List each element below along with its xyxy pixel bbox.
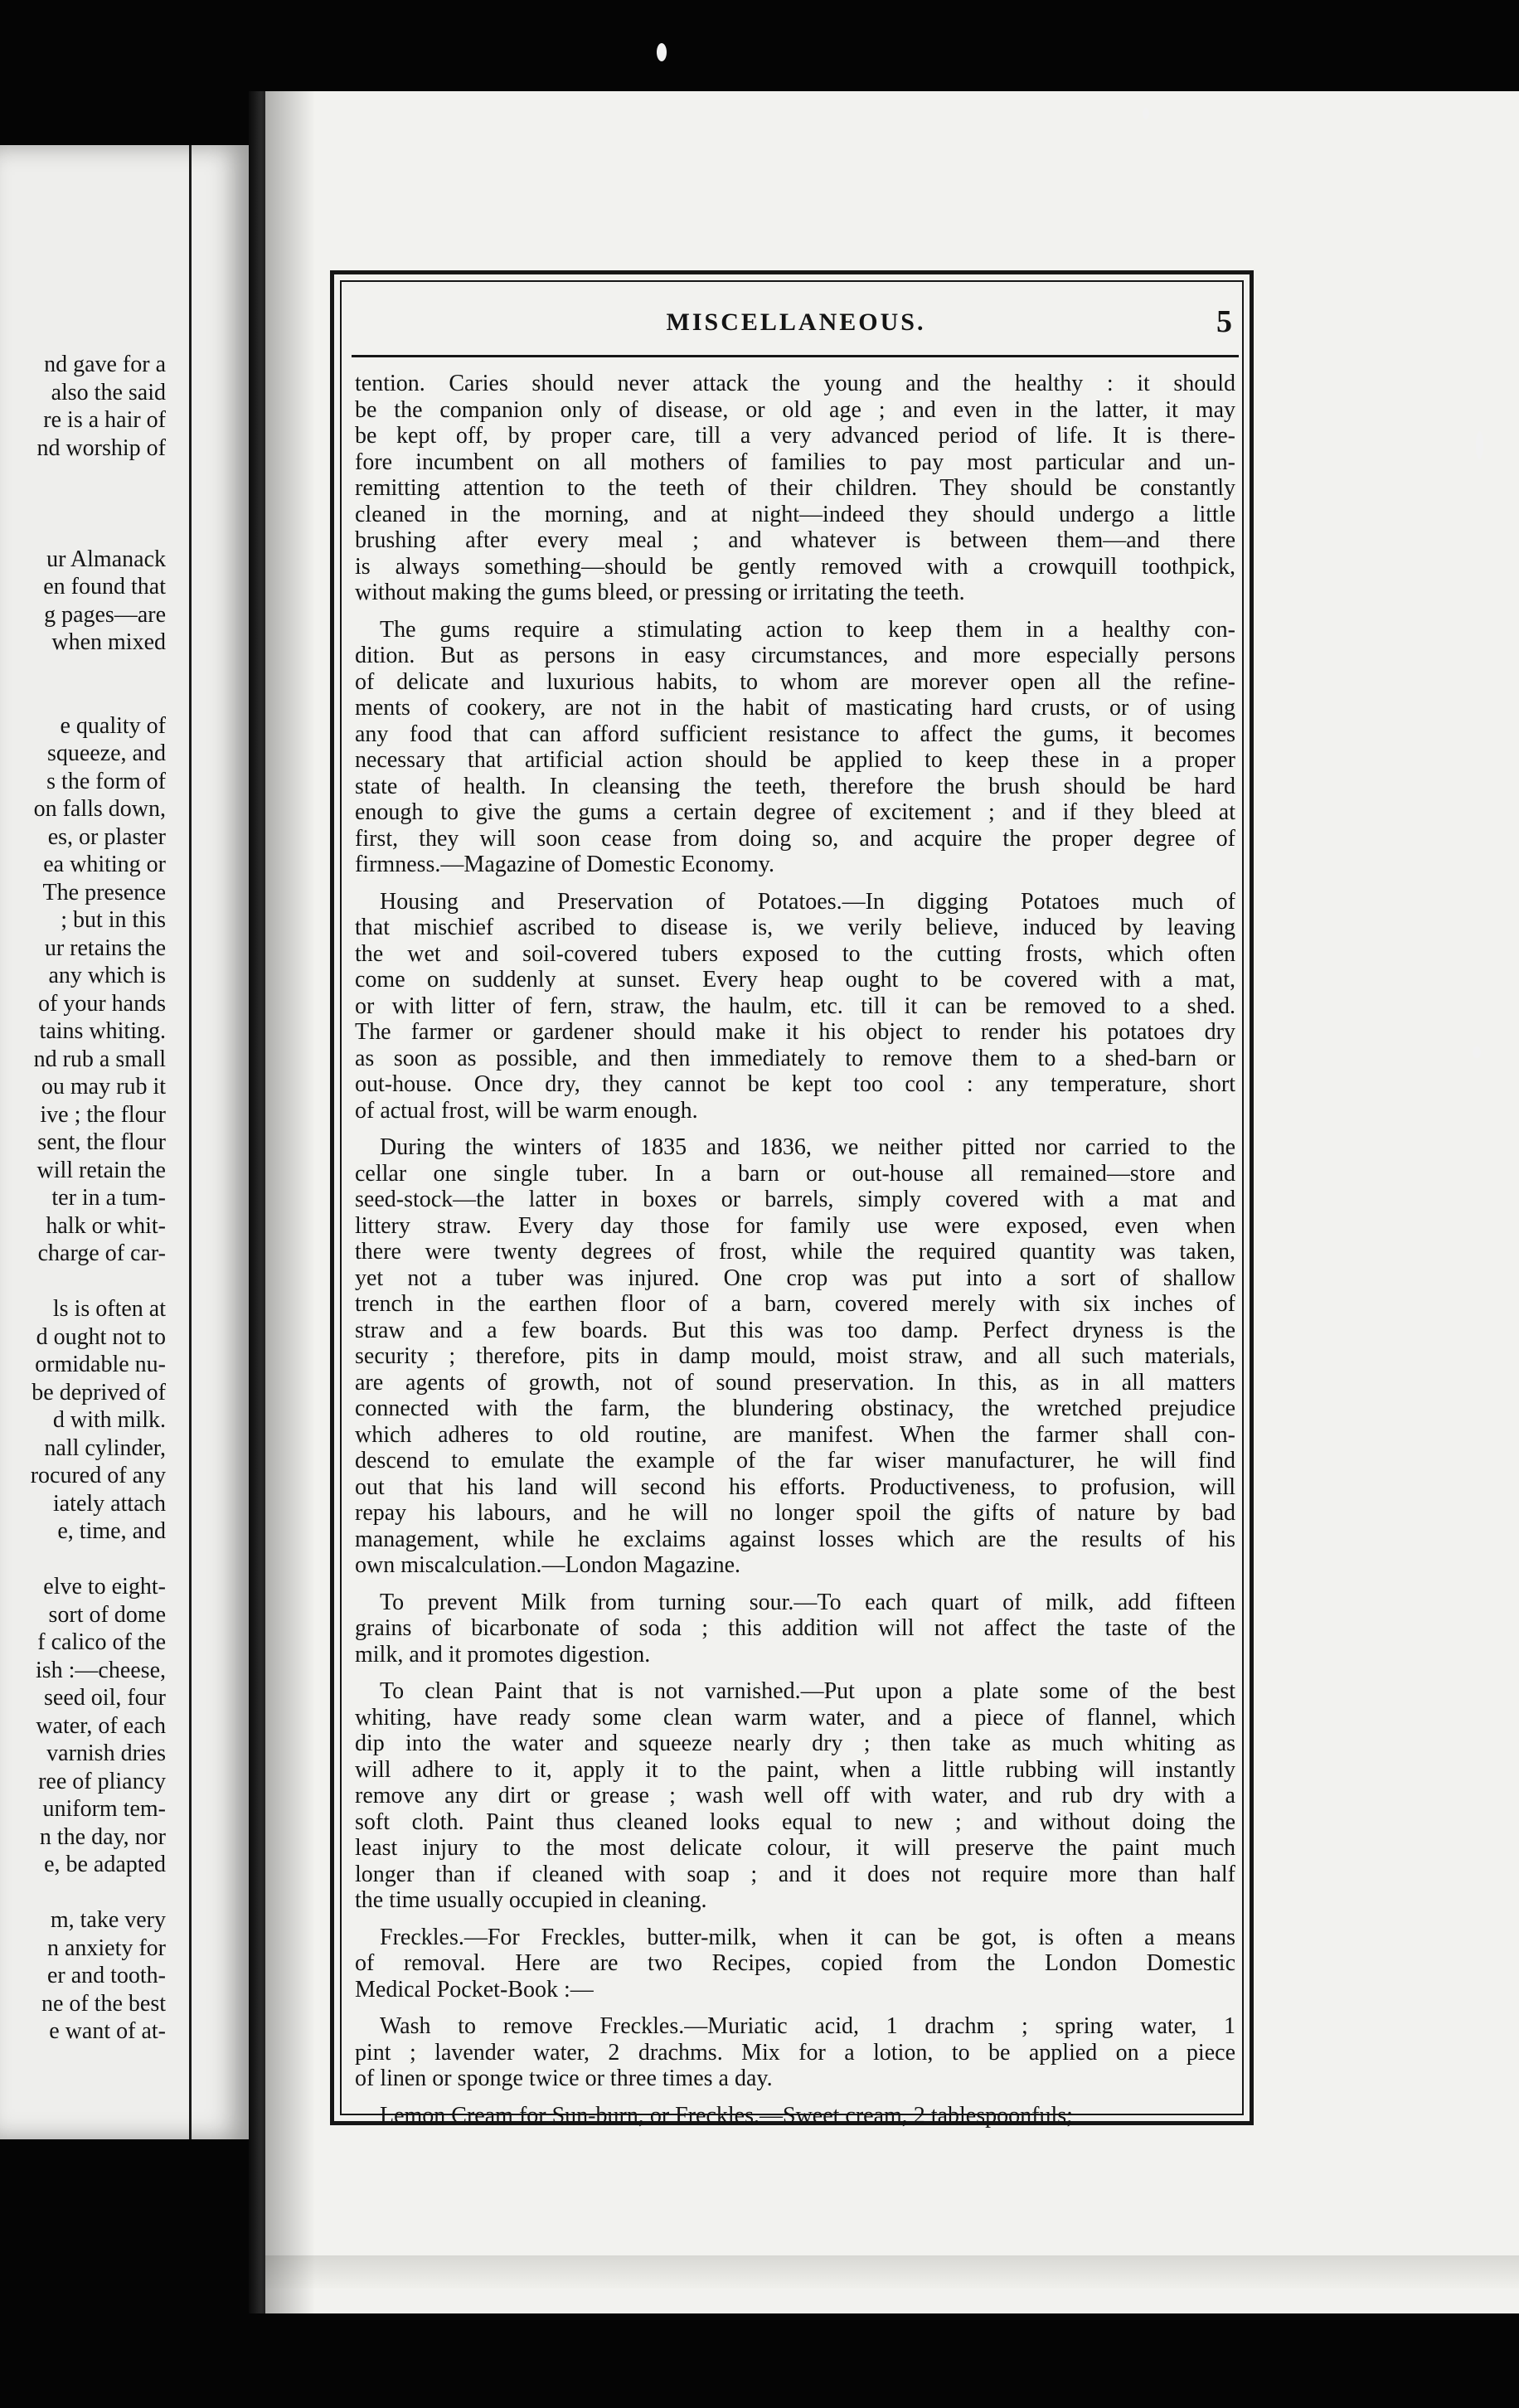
text-line: grains of bicarbonate of soda ; this addition will not affect the taste of the xyxy=(355,1615,1235,1641)
facing-page-line: seed oil, four xyxy=(44,1685,166,1711)
text-line: enough to give the gums a certain degree of excitement ; and if they bleed at xyxy=(355,799,1235,825)
text-line: be the companion only of disease, or old age ; and even in the latter, it may xyxy=(355,396,1235,423)
text-line: dip into the water and squeeze nearly dry ; then take as much whiting as xyxy=(355,1731,1235,1756)
text-line: yet not a tuber was injured. One crop was put into a sort of shallow xyxy=(355,1265,1235,1291)
article-body xyxy=(355,371,1235,2129)
text-line: remove any dirt or grease ; wash well off with water, and rub dry with a xyxy=(355,1783,1235,1808)
facing-page-line: sort of dome xyxy=(48,1601,166,1628)
facing-page-line: nd worship of xyxy=(36,435,166,461)
text-line: straw and a few boards. But this was too damp. Perfect dryness is the xyxy=(355,1317,1235,1343)
paragraph xyxy=(355,371,1235,606)
text-line: firmness.—Magazine of Domestic Economy. xyxy=(355,852,774,877)
facing-page-line: d ought not to xyxy=(36,1323,166,1350)
text-line: there were twenty degrees of frost, while the required quantity was taken, xyxy=(355,1239,1235,1265)
facing-page-line: ur Almanack xyxy=(46,546,166,572)
facing-page-line: er and tooth- xyxy=(46,1963,166,1988)
text-line: pint ; lavender water, 2 drachms. Mix for a lotion, to be applied on a piece xyxy=(355,2039,1235,2066)
facing-page-line: ive ; the flour xyxy=(40,1101,166,1128)
facing-page-line: uniform tem- xyxy=(42,1796,166,1822)
facing-page-line: d with milk. xyxy=(52,1407,166,1433)
text-line: Freckles.—For Freckles, butter-milk, when it can be got, is often a means xyxy=(380,1924,1235,1950)
facing-page-line xyxy=(0,1268,166,1296)
facing-page-line: e quality of xyxy=(60,712,166,739)
paragraph-gap xyxy=(355,2092,1235,2103)
facing-page-line: ish :—cheese, xyxy=(35,1657,166,1683)
text-line: of removal. Here are two Recipes, copied from the London Domestic xyxy=(355,1950,1235,1976)
facing-page-line: tains whiting. xyxy=(39,1018,166,1044)
facing-page-line: ou may rub it xyxy=(41,1074,166,1100)
facing-page-line: will retain the xyxy=(36,1157,166,1183)
text-line: come on suddenly at sunset. Every heap ought to be covered with a mat, xyxy=(355,967,1235,993)
facing-page-line xyxy=(0,517,166,546)
facing-page-line: charge of car- xyxy=(37,1240,166,1266)
paragraph xyxy=(355,889,1235,1124)
text-line: out that his land will second his efforts. Productiveness, to profusion, will xyxy=(355,1473,1235,1500)
text-line: will adhere to it, apply it to the paint, when a little rubbing will instantly xyxy=(355,1756,1235,1783)
text-line: Wash to remove Freckles.—Muriatic acid, 1 drachm ; spring water, 1 xyxy=(380,2013,1235,2039)
text-line: dition. But as persons in easy circumstances, and more especially persons xyxy=(355,643,1235,668)
text-line: state of health. In cleansing the teeth, therefore the brush should be hard xyxy=(355,773,1235,799)
text-line: cleaned in the morning, and at night—indeed they should undergo a little xyxy=(355,501,1235,527)
text-line: soft cloth. Paint thus cleaned looks equal to new ; and without doing the xyxy=(355,1808,1235,1835)
page-bottom-edge xyxy=(265,2255,1519,2289)
text-line: The gums require a stimulating action to keep them in a healthy con- xyxy=(380,616,1235,643)
paragraph-gap xyxy=(355,1668,1235,1678)
text-line: brushing after every meal ; and whatever is between them—and there xyxy=(355,527,1235,553)
text-line: fore incumbent on all mothers of families to pay most particular and un- xyxy=(355,449,1235,475)
facing-page-line: ls is often at xyxy=(52,1296,166,1322)
text-line: or with litter of fern, straw, the haulm, etc. till it can be removed to a shed. xyxy=(355,993,1235,1019)
text-line: cellar one single tuber. In a barn or out-house all remained—store and xyxy=(355,1160,1235,1187)
text-line: be kept off, by proper care, till a very advanced period of life. It is there- xyxy=(355,423,1235,449)
facing-page-line: ea whiting or xyxy=(43,852,166,877)
paragraph xyxy=(355,1590,1235,1668)
text-line: The farmer or gardener should make it his object to render his potatoes dry xyxy=(355,1019,1235,1045)
facing-page-line xyxy=(0,462,166,490)
text-line: of delicate and luxurious habits, to whom are morever open all the refine- xyxy=(355,668,1235,695)
facing-page-line: ree of pliancy xyxy=(38,1768,166,1794)
facing-page xyxy=(0,145,249,2139)
text-line: is always something—should be gently removed with a crowquill toothpick, xyxy=(355,553,1235,580)
text-line: the time usually occupied in cleaning. xyxy=(355,1887,707,1913)
facing-page-text xyxy=(0,351,166,2046)
paragraph-gap xyxy=(355,2003,1235,2013)
text-line: To clean Paint that is not varnished.—Put upon a plate some of the best xyxy=(380,1678,1235,1704)
paragraph xyxy=(355,1678,1235,1914)
paragraph xyxy=(355,1134,1235,1579)
facing-page-line: any which is xyxy=(48,963,166,988)
text-line: the wet and soil-covered tubers exposed to the cutting frosts, which often xyxy=(355,940,1235,967)
facing-page-line: ter in a tum- xyxy=(51,1185,166,1211)
running-title: MISCELLANEOUS. xyxy=(666,308,926,336)
facing-page-line: ormidable nu- xyxy=(35,1352,166,1377)
facing-page-line: varnish dries xyxy=(46,1740,166,1766)
facing-page-line: elve to eight- xyxy=(43,1574,166,1600)
text-line: which adheres to old routine, are manifest. When the farmer shall con- xyxy=(355,1421,1235,1448)
text-line: Housing and Preservation of Potatoes.—In digging Potatoes much of xyxy=(380,888,1235,915)
facing-page-line: e, be adapted xyxy=(44,1852,166,1877)
facing-page-line: ur retains the xyxy=(44,935,166,961)
text-line: own miscalculation.—London Magazine. xyxy=(355,1552,740,1578)
paragraph-gap xyxy=(355,1579,1235,1590)
text-line: are agents of growth, not of sound preservation. In this, as in all matters xyxy=(355,1369,1235,1396)
text-line: of actual frost, will be warm enough. xyxy=(355,1097,698,1124)
paragraph-gap xyxy=(355,606,1235,617)
facing-page-border xyxy=(189,145,192,2139)
facing-page-line: g pages—are xyxy=(44,601,166,628)
facing-page-line: be deprived of xyxy=(32,1379,166,1405)
facing-page-line: iately attach xyxy=(52,1490,166,1517)
text-line: without making the gums bleed, or pressing or irritating the teeth. xyxy=(355,580,965,605)
text-line: remitting attention to the teeth of their children. They should be constantly xyxy=(355,475,1235,501)
facing-page-line: on falls down, xyxy=(33,796,166,822)
paragraph-gap xyxy=(355,1124,1235,1134)
text-line: descend to emulate the example of the far wiser manufacturer, he will find xyxy=(355,1448,1235,1473)
paragraph xyxy=(355,617,1235,878)
text-line: as soon as possible, and then immediately to remove them to a shed-barn or xyxy=(355,1045,1235,1071)
facing-page-line: nd rub a small xyxy=(33,1046,166,1072)
film-speck xyxy=(657,43,667,61)
facing-page-line: re is a hair of xyxy=(43,407,166,433)
facing-page-line: also the said xyxy=(51,379,166,405)
text-line: Lemon Cream for Sun-burn, or Freckles.—Sweet cream, 2 tablespoonfuls; xyxy=(380,2102,1073,2129)
facing-page-line: en found that xyxy=(43,574,166,600)
film-speck xyxy=(1143,108,1149,119)
paragraph xyxy=(355,2013,1235,2092)
facing-page-line xyxy=(0,657,166,685)
facing-page-line: e want of at- xyxy=(49,2018,166,2044)
text-line: Medical Pocket-Book :— xyxy=(355,1976,594,2003)
page-header xyxy=(357,299,1235,348)
header-rule xyxy=(352,355,1239,357)
facing-page-line: halk or whit- xyxy=(46,1212,166,1239)
text-line: During the winters of 1835 and 1836, we neither pitted nor carried to the xyxy=(380,1134,1235,1160)
text-line: littery straw. Every day those for family use were exposed, even when xyxy=(355,1212,1235,1239)
text-line: that mischief ascribed to disease is, we verily believe, induced by leaving xyxy=(355,915,1235,940)
facing-page-line: es, or plaster xyxy=(47,823,166,850)
facing-page-line: when mixed xyxy=(51,629,166,655)
facing-page-line: f calico of the xyxy=(37,1629,166,1655)
text-line: tention. Caries should never attack the young and the healthy : it should xyxy=(355,371,1235,396)
text-line: any food that can afford sufficient resistance to affect the gums, it becomes xyxy=(355,721,1235,747)
text-line: trench in the earthen floor of a barn, covered merely with six inches of xyxy=(355,1291,1235,1317)
text-line: management, while he exclaims against losses which are the results of his xyxy=(355,1526,1235,1552)
facing-page-line: nall cylinder, xyxy=(44,1435,166,1461)
facing-page-line: s the form of xyxy=(46,768,166,794)
text-line: repay his labours, and he will no longer spoil the gifts of nature by bad xyxy=(355,1500,1235,1526)
facing-page-line: m, take very xyxy=(50,1907,166,1933)
text-line: connected with the farm, the blundering obstinacy, the wretched prejudice xyxy=(355,1396,1235,1421)
text-line: least injury to the most delicate colour, it will preserve the paint much xyxy=(355,1835,1235,1861)
text-line: whiting, have ready some clean warm water, and a piece of flannel, which xyxy=(355,1704,1235,1731)
facing-page-line xyxy=(0,1546,166,1574)
facing-page-line: n anxiety for xyxy=(46,1935,166,1961)
text-line: longer than if cleaned with soap ; and it does not require more than half xyxy=(355,1861,1235,1887)
facing-page-line: nd gave for a xyxy=(44,352,166,377)
film-speck xyxy=(1473,1046,1481,1058)
paragraph-gap xyxy=(355,878,1235,889)
facing-page-line: sent, the flour xyxy=(37,1129,166,1155)
paragraph xyxy=(355,2103,1235,2129)
text-line: of linen or sponge twice or three times a day. xyxy=(355,2066,773,2091)
text-line: seed-stock—the latter in boxes or barrels, simply covered with a mat and xyxy=(355,1187,1235,1212)
facing-page-line xyxy=(0,684,166,712)
text-line: out-house. Once dry, they cannot be kept too cool : any temperature, short xyxy=(355,1071,1235,1097)
facing-page-line: of your hands xyxy=(38,990,166,1017)
facing-page-line: water, of each xyxy=(36,1712,166,1739)
paragraph-gap xyxy=(355,1914,1235,1925)
facing-page-line xyxy=(0,490,166,518)
facing-page-line: The presence xyxy=(42,879,166,905)
text-line: security ; therefore, pits in damp mould, moist straw, and all such materials, xyxy=(355,1343,1235,1369)
facing-page-line: n the day, nor xyxy=(39,1823,166,1850)
facing-page-line: squeeze, and xyxy=(46,740,166,766)
facing-page-line xyxy=(0,1879,166,1907)
text-line: To prevent Milk from turning sour.—To each quart of milk, add fifteen xyxy=(380,1589,1235,1615)
text-line: ments of cookery, are not in the habit of masticating hard crusts, or of using xyxy=(355,695,1235,721)
page-number: 5 xyxy=(1216,304,1232,339)
film-speck xyxy=(1476,431,1483,459)
facing-page-line: rocured of any xyxy=(30,1463,166,1488)
text-line: first, they will soon cease from doing so, and acquire the proper degree of xyxy=(355,825,1235,852)
text-line: milk, and it promotes digestion. xyxy=(355,1641,651,1668)
facing-page-line: ; but in this xyxy=(61,907,166,933)
facing-page-line: ne of the best xyxy=(41,1990,166,2017)
text-line: necessary that artificial action should be applied to keep these in a proper xyxy=(355,747,1235,773)
facing-page-line: e, time, and xyxy=(57,1518,166,1544)
paragraph xyxy=(355,1925,1235,2003)
